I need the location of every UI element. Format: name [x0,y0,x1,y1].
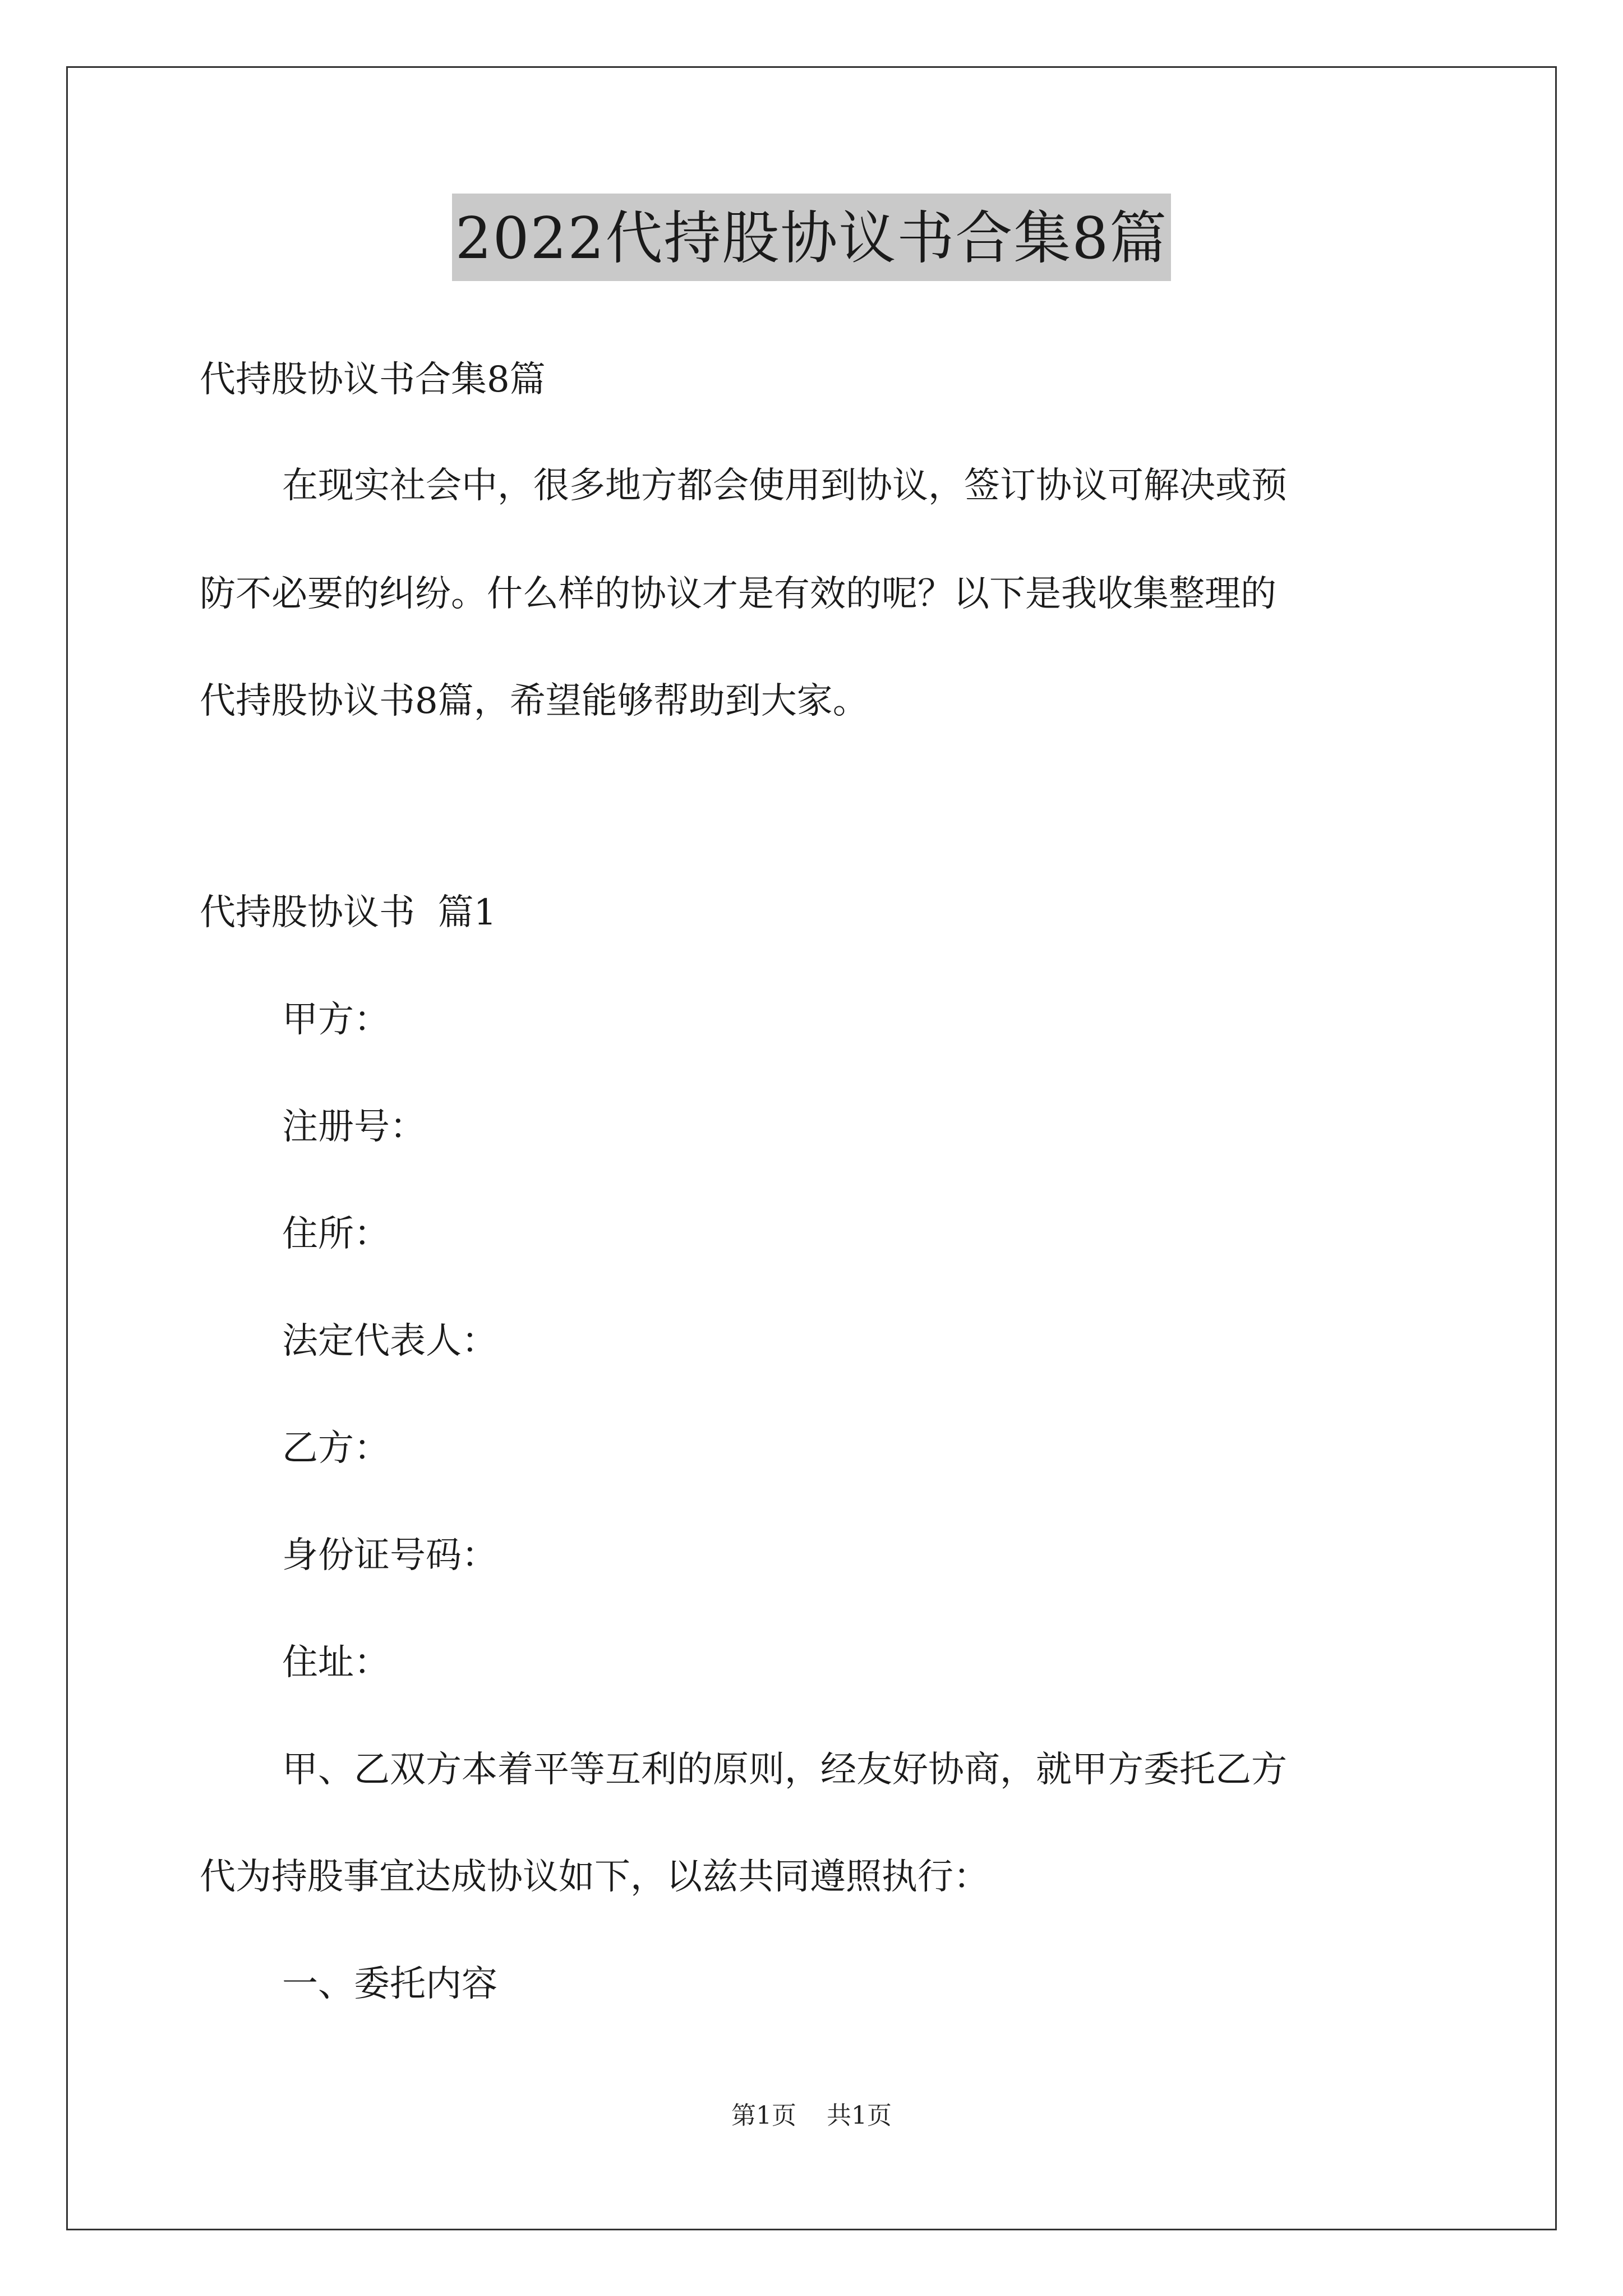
field-legal-representative: 法定代表人： [282,1320,497,1362]
intro-line-3: 代持股协议书8篇，希望能够帮助到大家。 [200,680,869,722]
clause-heading: 一、委托内容 [282,1963,497,2005]
body-line-2: 代为持股事宜达成协议如下，以兹共同遵照执行： [200,1856,989,1898]
page-number: 第1页 [731,2101,796,2130]
document-subtitle: 代持股协议书合集8篇 [200,359,546,401]
page-total: 共1页 [827,2101,892,2130]
intro-line-1: 在现实社会中，很多地方都会使用到协议，签订协议可解决或预 [282,465,1287,507]
field-domicile: 住所： [282,1213,390,1255]
field-party-b: 乙方： [282,1428,390,1469]
field-id-number: 身份证号码： [282,1535,497,1576]
page-footer [0,2099,1623,2133]
body-line-1: 甲、乙双方本着平等互利的原则，经友好协商，就甲方委托乙方 [282,1749,1287,1791]
document-title: 2022代持股协议书合集8篇 [452,194,1171,281]
field-registration-number: 注册号： [282,1106,426,1148]
section-heading: 代持股协议书 篇1 [200,892,497,933]
field-address: 住址： [282,1642,390,1683]
field-party-a: 甲方： [282,999,390,1041]
title-container [0,194,1623,281]
intro-line-2: 防不必要的纠纷。什么样的协议才是有效的呢？以下是我收集整理的 [200,573,1276,615]
